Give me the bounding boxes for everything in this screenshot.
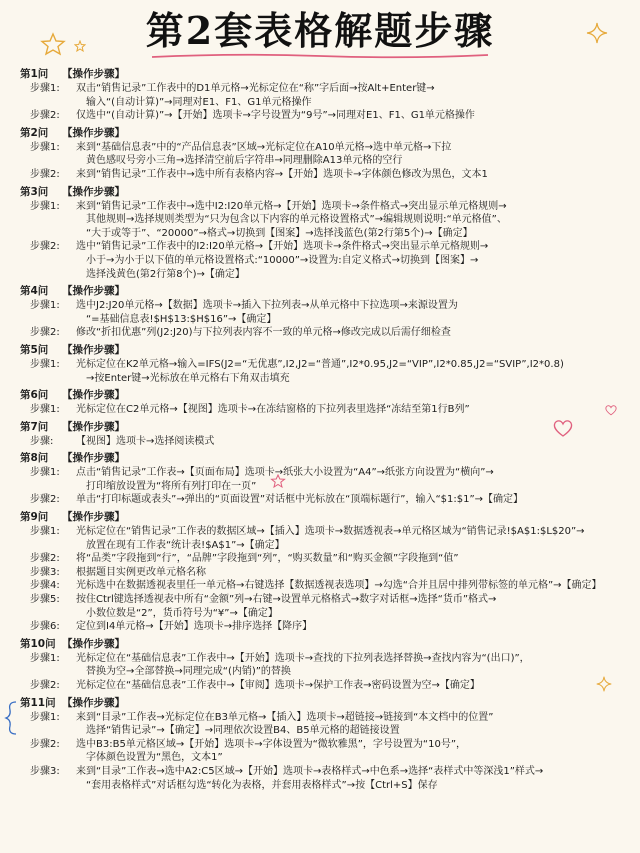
step-line [20, 141, 632, 155]
question-number: 第6问 [20, 389, 49, 402]
step-continuation: 放置在现有工作表“统计表!$A$1”→【确定】 [86, 539, 285, 551]
step-continuation: “套用表格样式”对话框勾选“转化为表格，并套用表格样式”→按【Ctrl+S】保存 [86, 779, 438, 791]
question-label: 【操作步骤】 [62, 285, 125, 298]
step-line [20, 109, 632, 123]
step-label: 步骤6: [30, 621, 60, 633]
step-label: 步骤1: [30, 200, 60, 212]
step-label: 步骤1: [30, 300, 60, 312]
question-heading [20, 388, 632, 402]
step-text: 仅选中“(自动计算)”→【开始】选项卡→字号设置为“9号”→同理对E1、F1、G1单元格操作 [76, 110, 475, 122]
step-line [20, 358, 632, 372]
step-continuation: 打印缩放设置为“将所有列打印在一页” [86, 480, 257, 492]
step-text: 光标定位在K2单元格→输入=IFS(J2=“无优惠”,I2,J2=“普通”,I2*0.95,J2=“VIP”,I2*0.85,J2=“SVIP”,I2*0.8) [76, 358, 564, 370]
step-text: 选中B3:B5单元格区域→【开始】选项卡→字体设置为“微软雅黑”，字号设置为“10号”， [76, 738, 467, 750]
question-number: 第1问 [20, 68, 49, 80]
step-continuation: 选择“销售记录”→【确定】→同理依次设置B4、B5单元格的超链接设置 [86, 725, 400, 737]
step-label: 步骤4: [30, 580, 60, 592]
step-text: 根据题目实例更改单元格名称 [76, 566, 206, 578]
step-label: 步骤1: [30, 404, 60, 416]
step-text: 光标选中在数据透视表里任一单元格→右键选择【数据透视表选项】→勾选“合并且居中排列带标签的单元格”→【确定】 [76, 580, 602, 592]
step-label: 步骤1: [30, 711, 60, 723]
title-area [0, 8, 640, 54]
question-number: 第5问 [20, 343, 49, 356]
step-continuation: 小数位数是“2”，货币符号为“¥”→【确定】 [86, 607, 278, 619]
step-label: 步骤: [30, 435, 54, 447]
step-label: 步骤2: [30, 327, 60, 339]
question-number: 第8问 [20, 452, 49, 465]
step-text: 选中J2:J20单元格→【数据】选项卡→插入下拉列表→从单元格中下拉选项→来源设置为 [76, 300, 458, 312]
step-text: 【视图】选项卡→选择阅读模式 [76, 435, 215, 447]
step-label: 步骤2: [30, 241, 60, 253]
step-line [20, 652, 632, 666]
step-line [20, 240, 632, 254]
step-text: 光标定位在“基础信息表”工作表中→【开始】选项卡→查找的下拉列表选择替换→查找内容为“(出口)”， [76, 652, 530, 664]
question-number: 第4问 [20, 285, 49, 298]
step-continuation: 替换为空→全部替换→同理完成“(内销)”的替换 [86, 666, 291, 678]
step-continuation: “大于或等于”、“20000”→格式→切换到【图案】→选择浅蓝色(第2行第5个)→【确定】 [86, 227, 473, 239]
question-number: 第3问 [20, 185, 49, 198]
step-label: 步骤1: [30, 83, 60, 94]
step-line [20, 435, 632, 449]
step-continuation: 其他规则→选择规则类型为“只为包含以下内容的单元格设置格式”→编辑规则说明:“单元格值”、 [86, 214, 507, 226]
step-line [20, 679, 632, 693]
question-heading [20, 451, 632, 465]
step-text: 光标定位在“基础信息表”工作表中→【审阅】选项卡→保护工作表→密码设置为空→【确定】 [76, 680, 480, 691]
question-heading [20, 637, 632, 651]
question-number: 第11问 [20, 696, 56, 709]
question-label: 【操作步骤】 [62, 185, 125, 198]
question-number: 第7问 [20, 420, 49, 433]
question-label: 【操作步骤】 [62, 126, 125, 139]
step-label: 步骤5: [30, 594, 60, 606]
step-text: 光标定位在C2单元格→【视图】选项卡→在冻结窗格的下拉列表里选择“冻结至第1行B列” [76, 404, 470, 416]
step-line [20, 466, 632, 480]
step-line [20, 525, 632, 539]
step-text: 双击“销售记录”工作表中的D1单元格→光标定位在“称”字后面→按Alt+Enter键→ [76, 83, 435, 94]
step-line [20, 566, 632, 580]
step-continuation: 选择浅黄色(第2行第8个)→【确定】 [86, 268, 245, 280]
step-continuation: →按Enter键→光标放在单元格右下角双击填充 [86, 372, 290, 384]
question-heading [20, 696, 632, 710]
steps-content [20, 64, 632, 792]
step-label: 步骤3: [30, 765, 60, 777]
step-line [20, 579, 632, 593]
step-continuation: 字体颜色设置为“黑色，文本1” [86, 752, 223, 764]
question-label: 【操作步骤】 [62, 637, 125, 650]
bracket-icon [4, 700, 18, 736]
step-line [20, 168, 632, 182]
step-continuation: 小于→为小于以下值的单元格设置格式:“10000”→设置为:自定义格式→切换到【图案】→ [86, 254, 479, 266]
step-line [20, 711, 632, 725]
step-line [20, 82, 632, 96]
step-line [20, 552, 632, 566]
step-text: 光标定位在“销售记录”工作表的数据区域→【插入】选项卡→数据透视表→单元格区域为“销售记录!$A$1:$L$20”→ [76, 526, 585, 538]
question-heading [20, 510, 632, 524]
question-label: 【操作步骤】 [62, 343, 125, 356]
step-label: 步骤2: [30, 680, 60, 691]
question-label: 【操作步骤】 [62, 452, 125, 465]
step-label: 步骤2: [30, 738, 60, 750]
question-heading [20, 420, 632, 434]
step-text: 来到“目录”工作表→光标定位在B3单元格→【插入】选项卡→超链接→链接到“本文档中的位置” [76, 711, 494, 723]
step-continuation: 黄色感叹号旁小三角→选择清空前后字符串→同理删除A13单元格的空行 [86, 155, 403, 167]
step-text: 来到“销售记录”工作表中→选中I2:I20单元格→【开始】选项卡→条件格式→突出显示单元格规则→ [76, 200, 507, 212]
step-text: 来到“基础信息表”中的“产品信息表”区域→光标定位在A10单元格→选中单元格→下拉 [76, 141, 452, 153]
step-text: 单击“打印标题或表头”→弹出的“页面设置”对话框中光标放在“顶端标题行”，输入“$1:$1”→【确定】 [76, 494, 524, 506]
question-label: 【操作步骤】 [62, 511, 125, 524]
step-label: 步骤2: [30, 494, 60, 506]
step-text: 定位到I4单元格→【开始】选项卡→排序选择【降序】 [76, 621, 313, 633]
title-underline [150, 52, 490, 60]
step-line [20, 493, 632, 507]
step-label: 步骤2: [30, 553, 60, 565]
question-number: 第10问 [20, 637, 56, 650]
page-title: 第2套表格解题步骤 [145, 8, 495, 53]
step-line [20, 326, 632, 340]
step-label: 步骤1: [30, 141, 60, 153]
step-continuation: “=基础信息表!$H$13:$H$16”→【确定】 [86, 313, 277, 325]
question-heading [20, 284, 632, 298]
step-label: 步骤1: [30, 526, 60, 538]
step-text: 选中“销售记录”工作表中的I2:I20单元格→【开始】选项卡→条件格式→突出显示单元格规则→ [76, 241, 489, 253]
step-text: 按住Ctrl键选择透视表中所有“金额”列→右键→设置单元格格式→数字对话框→选择“货币”格式→ [76, 594, 497, 606]
step-line [20, 765, 632, 779]
question-label: 【操作步骤】 [62, 68, 125, 80]
question-heading [20, 126, 632, 140]
question-label: 【操作步骤】 [62, 420, 125, 433]
step-text: 来到“销售记录”工作表中→选中所有表格内容→【开始】选项卡→字体颜色修改为黑色，文本1 [76, 168, 488, 180]
step-text: 修改“折扣优惠”列(J2:J20)与下拉列表内容不一致的单元格→修改完成以后需仔细检查 [76, 327, 451, 339]
question-number: 第9问 [20, 511, 49, 524]
question-heading [20, 185, 632, 199]
step-text: 将“品类”字段拖到“行”，“品牌”字段拖到“列”，“购买数量”和“购买金额”字段拖到“值” [76, 553, 459, 565]
step-line [20, 620, 632, 634]
question-heading [20, 67, 632, 81]
step-line [20, 299, 632, 313]
question-number: 第2问 [20, 126, 49, 139]
step-label: 步骤1: [30, 652, 60, 664]
step-line [20, 738, 632, 752]
step-label: 步骤3: [30, 566, 60, 578]
step-line [20, 403, 632, 417]
step-line [20, 593, 632, 607]
step-label: 步骤1: [30, 358, 60, 370]
step-label: 步骤2: [30, 168, 60, 180]
step-continuation: 输入“(自动计算)”→同理对E1、F1、G1单元格操作 [86, 96, 312, 108]
question-label: 【操作步骤】 [62, 696, 125, 709]
step-line [20, 200, 632, 214]
step-label: 步骤2: [30, 110, 60, 122]
step-text: 点击“销售记录”工作表→【页面布局】选项卡→纸张大小设置为“A4”→纸张方向设置为“横向”→ [76, 467, 494, 479]
question-heading [20, 343, 632, 357]
step-text: 来到“目录”工作表→选中A2:C5区域→【开始】选项卡→表格样式→中色系→选择“表样式中等深浅1”样式→ [76, 765, 544, 777]
question-label: 【操作步骤】 [62, 389, 125, 402]
step-label: 步骤1: [30, 467, 60, 479]
